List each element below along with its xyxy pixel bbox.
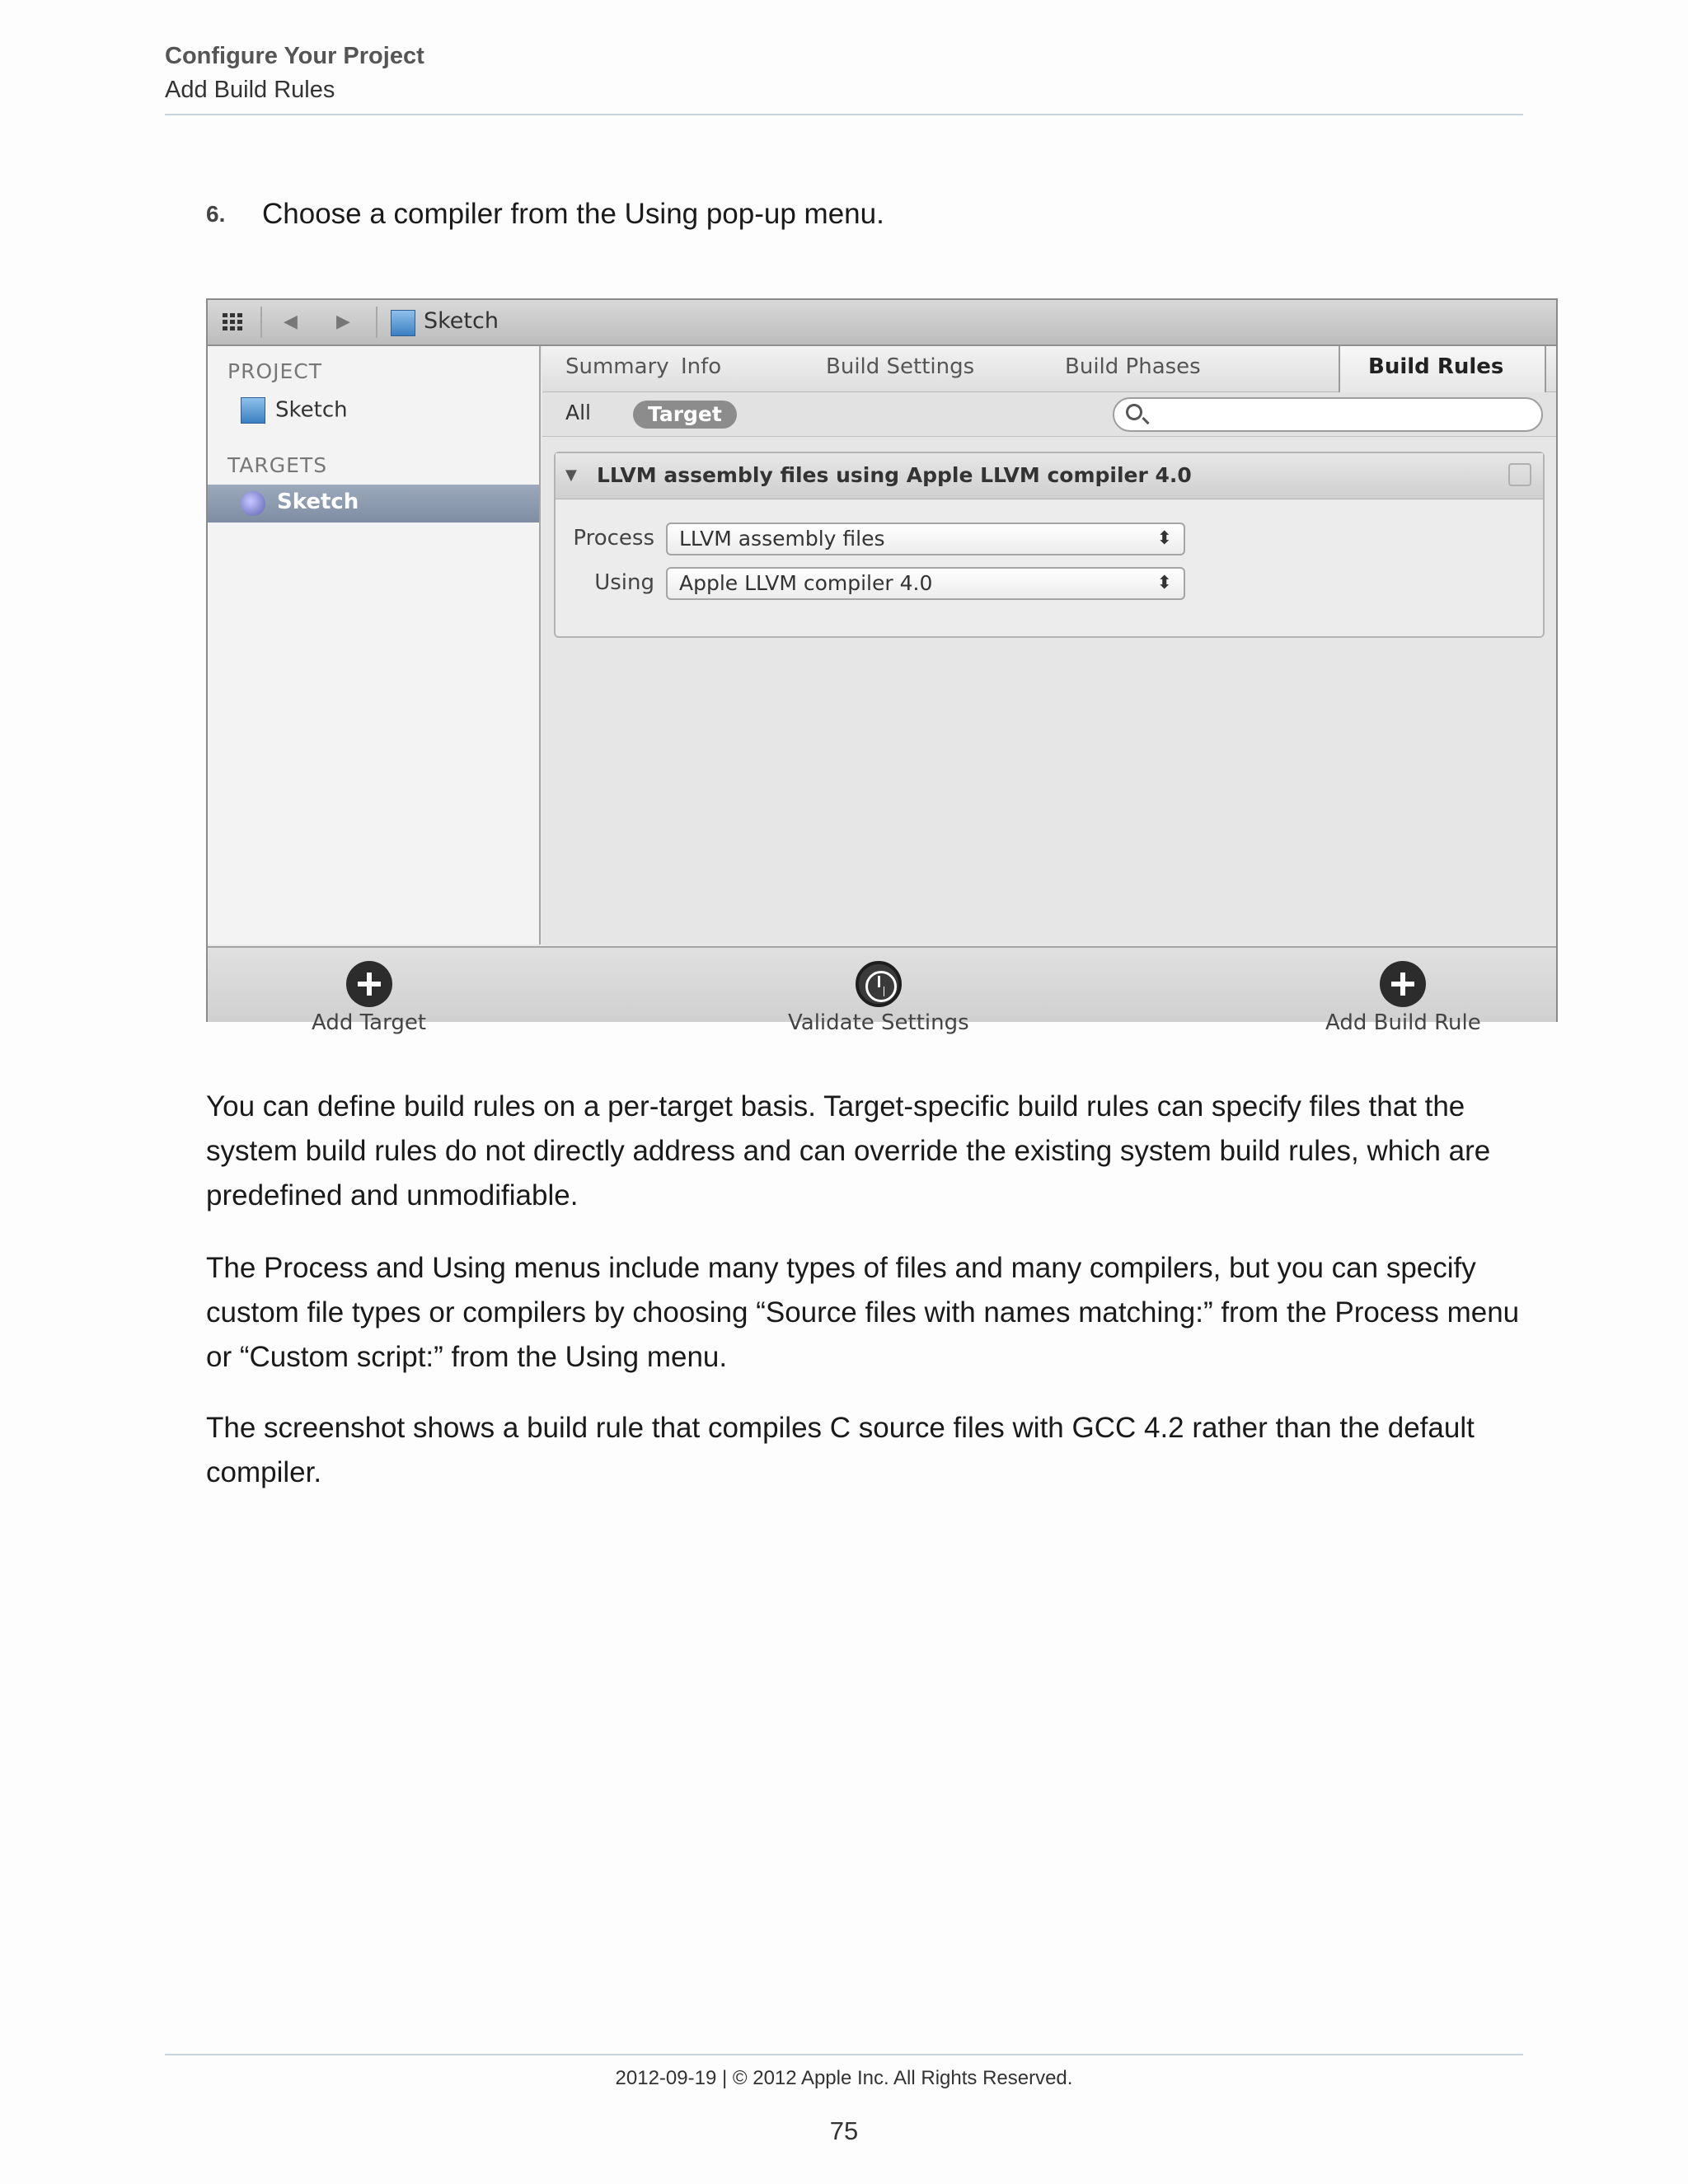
editor-tabs — [542, 346, 1556, 392]
section-title: Add Build Rules — [165, 77, 335, 103]
back-arrow-icon[interactable]: ◀ — [284, 312, 298, 332]
process-popup-value: LLVM assembly files — [679, 527, 885, 551]
add-target-label: Add Target — [312, 1010, 427, 1035]
validate-settings-label: Validate Settings — [788, 1010, 969, 1035]
sidebar-item-project[interactable] — [241, 397, 348, 424]
tab-info[interactable]: Info — [681, 354, 722, 379]
sidebar-item-target[interactable] — [208, 485, 539, 523]
tab-build-settings[interactable]: Build Settings — [826, 354, 975, 379]
editor-bottom-bar — [208, 946, 1556, 1035]
process-label: Process — [573, 526, 654, 551]
using-label: Using — [594, 570, 654, 595]
paragraph-screenshot-note: The screenshot shows a build rule that compiles C source files with GCC 4.2 rather than the default compiler. — [206, 1412, 1475, 1488]
toolbar-separator — [260, 307, 262, 338]
header-divider — [165, 114, 1523, 115]
grid-icon[interactable] — [223, 313, 244, 331]
using-popup[interactable] — [666, 567, 1185, 600]
add-target-button[interactable] — [312, 964, 426, 1035]
step-number: 6. — [206, 201, 226, 227]
project-file-icon — [391, 310, 415, 336]
project-file-icon — [241, 397, 265, 424]
disclosure-triangle-icon[interactable]: ▼ — [565, 466, 577, 484]
footer-divider — [165, 2054, 1523, 2055]
tab-build-phases[interactable]: Build Phases — [1065, 354, 1201, 379]
project-navigator — [208, 346, 541, 944]
plus-circle-icon — [346, 961, 392, 1007]
filter-target-button[interactable]: Target — [633, 401, 737, 429]
sidebar-item-label: Sketch — [277, 490, 359, 514]
tab-build-rules[interactable]: Build Rules — [1368, 354, 1504, 379]
forward-arrow-icon[interactable]: ▶ — [336, 312, 350, 332]
add-build-rule-label: Add Build Rule — [1325, 1010, 1481, 1035]
target-app-icon — [241, 491, 265, 516]
search-field[interactable] — [1113, 397, 1543, 432]
tab-summary[interactable]: Summary — [565, 354, 669, 379]
chapter-title: Configure Your Project — [165, 43, 424, 69]
clock-icon — [856, 961, 902, 1007]
filter-bar — [542, 392, 1556, 437]
paragraph-per-target-rules: You can define build rules on a per-target basis. Target-specific build rules can specify files that the system build rules do not directly address and can override the existing system build rules, which are predefined and unmodifiable. — [206, 1090, 1491, 1212]
sidebar-item-label: Sketch — [275, 397, 348, 423]
project-heading: PROJECT — [227, 359, 323, 383]
xcode-screenshot — [206, 298, 1558, 1035]
filter-all-button[interactable]: All — [565, 401, 591, 424]
plus-circle-icon — [1380, 961, 1426, 1007]
jump-bar-project[interactable]: Sketch — [424, 308, 499, 334]
search-icon — [1126, 404, 1142, 420]
popup-arrows-icon: ⬍ — [1156, 573, 1172, 593]
target-editor — [542, 346, 1556, 944]
jump-bar — [208, 300, 1556, 346]
footer-copyright: 2012-09-19 | © 2012 Apple Inc. All Rights Reserved. — [615, 2067, 1073, 2089]
step-text: Choose a compiler from the Using pop-up menu. — [262, 198, 884, 230]
delete-rule-icon[interactable] — [1508, 463, 1531, 486]
build-rule-panel — [554, 452, 1545, 638]
validate-settings-button[interactable] — [788, 964, 969, 1035]
paragraph-process-using-menus: The Process and Using menus include many types of files and many compilers, but you can specify custom file types or compilers by choosing “Source files with names matching:” from the Process menu or “Custom script:” from the Using menu. — [206, 1252, 1520, 1373]
toolbar-separator — [376, 307, 377, 338]
build-rule-header[interactable] — [556, 453, 1543, 499]
process-popup[interactable] — [666, 523, 1185, 555]
add-build-rule-button[interactable] — [1325, 964, 1481, 1035]
popup-arrows-icon: ⬍ — [1156, 528, 1172, 549]
targets-heading: TARGETS — [227, 453, 328, 477]
page-number: 75 — [829, 2116, 859, 2145]
using-popup-value: Apple LLVM compiler 4.0 — [679, 571, 933, 595]
running-header — [165, 40, 424, 107]
build-rule-title: LLVM assembly files using Apple LLVM compiler 4.0 — [597, 463, 1192, 487]
